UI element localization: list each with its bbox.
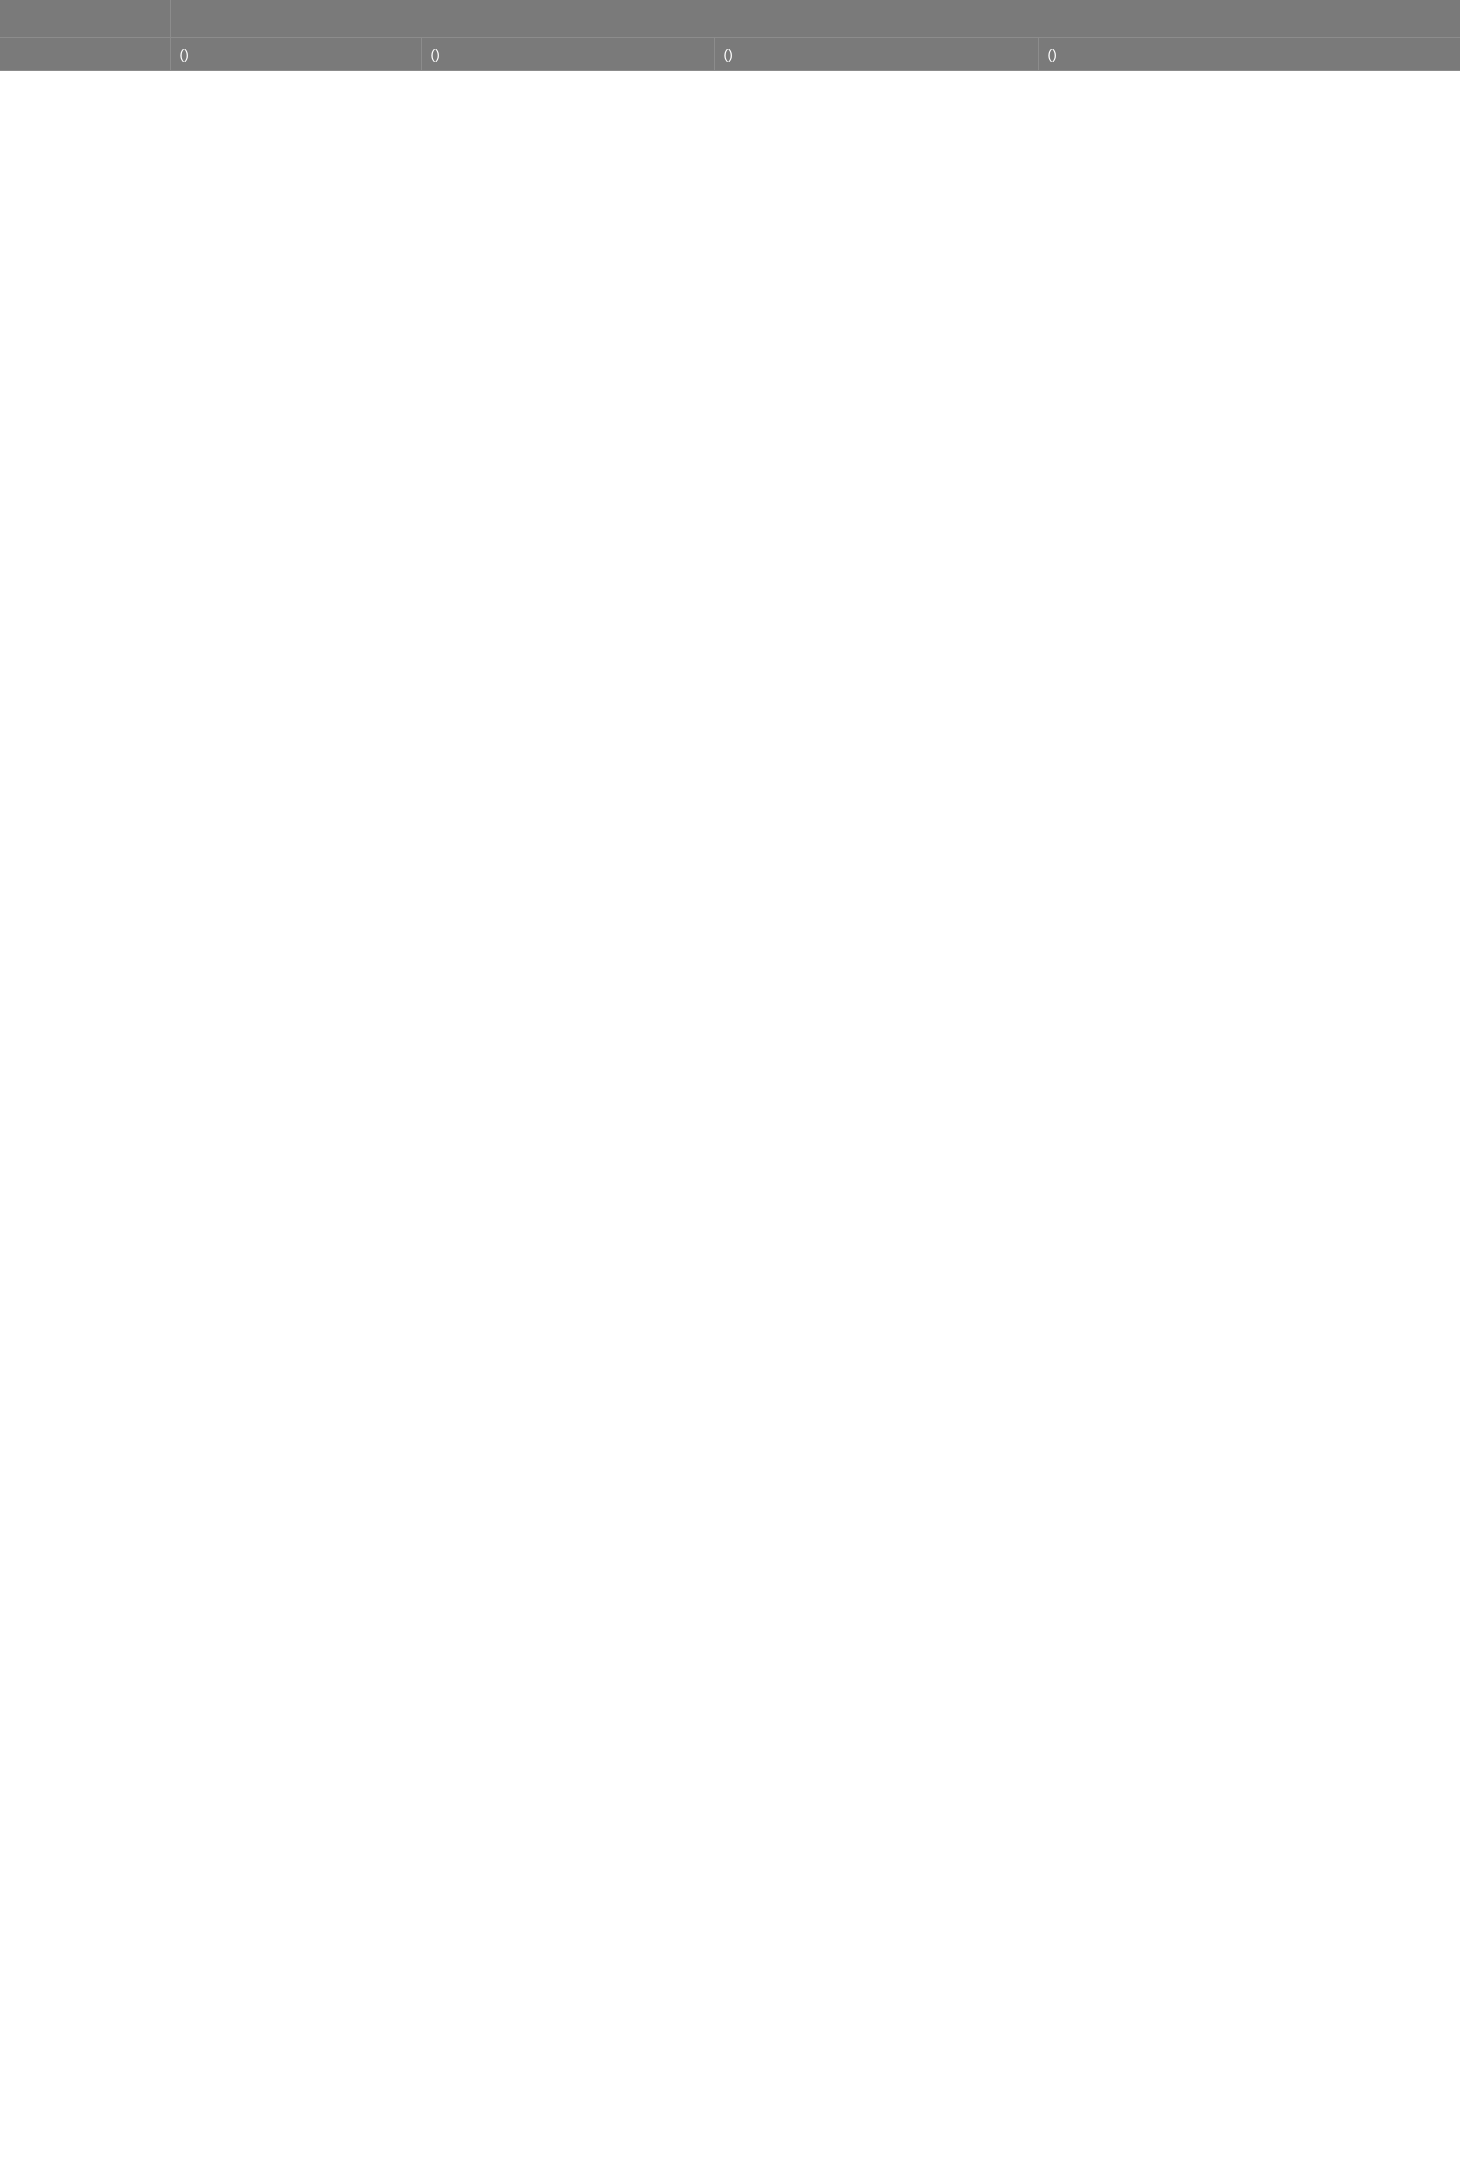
papers-title xyxy=(170,0,1460,38)
picots-label xyxy=(0,38,170,71)
paper-header-mccoy: () xyxy=(170,38,421,71)
paper-header-thoen: () xyxy=(1038,38,1460,71)
paper-header-goodman: () xyxy=(421,38,714,71)
header-row-papers xyxy=(0,38,1460,71)
picots-table xyxy=(0,0,1460,71)
header-row-top xyxy=(0,0,1460,38)
paper-header-coulter: () xyxy=(714,38,1038,71)
